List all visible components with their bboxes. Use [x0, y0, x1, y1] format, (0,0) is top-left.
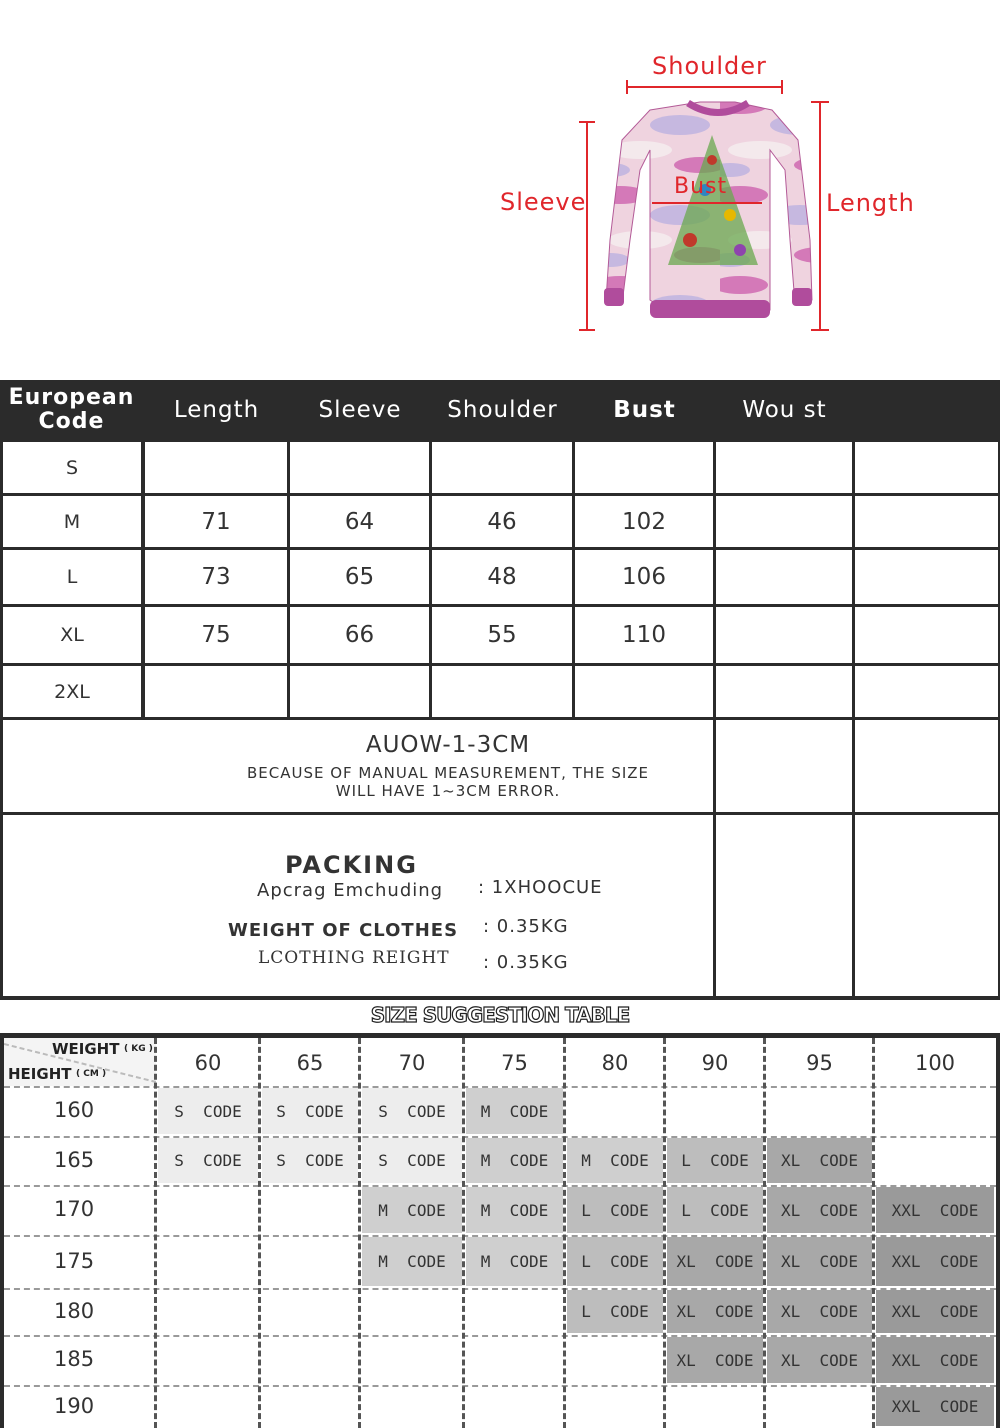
column-divider: [358, 1038, 361, 1428]
size-table: [0, 380, 1000, 1000]
value: 55: [487, 622, 517, 648]
size-code-cell: XL CODE: [767, 1138, 872, 1183]
corner-header: [4, 1038, 156, 1086]
size-label: XL: [60, 624, 84, 646]
packing-label-1: Apcrag Emchuding: [257, 880, 444, 901]
size-code-cell: XL CODE: [667, 1290, 763, 1333]
table-cell: [290, 607, 429, 663]
table-cell: [716, 442, 852, 493]
column-divider: [563, 1038, 566, 1428]
shoulder-label: Shoulder: [652, 52, 767, 80]
size-s-label: [3, 442, 141, 493]
packing-title: PACKING: [285, 851, 418, 879]
packing-label-2: WEIGHT OF CLOTHES: [228, 920, 459, 941]
column-divider: [872, 1038, 875, 1428]
suggestion-grid: [4, 1038, 996, 1428]
packing-value-2: : 0.35KG: [483, 916, 569, 937]
size-code-cell: XXL CODE: [876, 1237, 994, 1286]
size-code-cell: L CODE: [667, 1138, 763, 1183]
table-cell: [145, 442, 287, 493]
size-suggestion-table: [0, 1033, 1000, 1428]
size-2xl-label: [3, 666, 141, 717]
size-code-cell: XL CODE: [767, 1290, 872, 1333]
size-code-cell: S CODE: [362, 1138, 462, 1183]
weight-unit: ( KG ): [124, 1044, 153, 1054]
size-code-cell: M CODE: [466, 1187, 563, 1233]
height-label: HEIGHT: [8, 1065, 72, 1083]
table-cell: [145, 550, 287, 604]
table-cell: [855, 607, 998, 663]
weight-label: WEIGHT: [52, 1040, 120, 1058]
height-header: 160: [54, 1098, 95, 1122]
weight-header: 90: [701, 1051, 729, 1075]
size-code-cell: M CODE: [567, 1138, 663, 1183]
table-cell: [290, 666, 429, 717]
column-divider: [154, 1038, 157, 1428]
table-cell: [855, 815, 998, 996]
table-cell: [855, 442, 998, 493]
table-cell: [432, 607, 572, 663]
table-cell: [855, 496, 998, 547]
size-code-cell: L CODE: [567, 1290, 663, 1333]
table-cell: [432, 666, 572, 717]
note-line-2: WILL HAVE 1~3CM ERROR.: [335, 782, 561, 800]
size-code-cell: L CODE: [567, 1187, 663, 1233]
height-header: 170: [54, 1197, 95, 1221]
table-cell: [290, 550, 429, 604]
size-code-cell: XXL CODE: [876, 1290, 994, 1333]
table-cell: [432, 496, 572, 547]
size-code-cell: XL CODE: [767, 1237, 872, 1286]
size-label: S: [65, 456, 79, 479]
size-code-cell: L CODE: [567, 1237, 663, 1286]
size-diagram: [0, 0, 1000, 380]
packing-value-1: : 1XHOOCUE: [478, 877, 603, 898]
table-cell: [855, 720, 998, 812]
measurement-note: [3, 720, 713, 812]
size-label: M: [63, 510, 81, 533]
weight-header: 95: [806, 1051, 833, 1075]
value: 73: [201, 564, 231, 590]
size-label: L: [66, 566, 78, 588]
header-european-code: European Code: [0, 380, 143, 440]
table-cell: [716, 815, 852, 996]
table-cell: [716, 666, 852, 717]
size-code-cell: XL CODE: [767, 1187, 872, 1233]
weight-header: 65: [296, 1051, 324, 1075]
bust-label: Bust: [674, 174, 728, 199]
packing-value-3: : 0.35KG: [483, 952, 569, 973]
table-cell: [575, 442, 713, 493]
value: 46: [487, 508, 517, 535]
value: 106: [622, 564, 666, 590]
size-code-cell: M CODE: [466, 1138, 563, 1183]
table-cell: [575, 550, 713, 604]
value: 64: [344, 508, 375, 535]
weight-header: 75: [501, 1051, 528, 1075]
table-cell: [855, 550, 998, 604]
note-title: AUOW-1-3CM: [365, 732, 531, 758]
size-code-cell: XXL CODE: [876, 1387, 994, 1426]
table-cell: [575, 607, 713, 663]
table-cell: [716, 550, 852, 604]
value: 66: [344, 622, 375, 648]
weight-header: 100: [914, 1051, 956, 1075]
weight-header: 80: [601, 1051, 629, 1075]
value: 75: [201, 622, 231, 648]
size-label: 2XL: [54, 680, 90, 703]
packing-label-3: LCOTHING REIGHT: [258, 948, 450, 968]
table-cell: [855, 666, 998, 717]
column-divider: [763, 1038, 766, 1428]
value: 48: [487, 564, 517, 590]
table-cell: [575, 496, 713, 547]
row-divider: [4, 1385, 996, 1387]
size-code-cell: M CODE: [362, 1237, 462, 1286]
table-cell: [575, 666, 713, 717]
sleeve-label: Sleeve: [500, 188, 587, 216]
table-cell: [145, 607, 287, 663]
size-l-label: [3, 550, 141, 604]
suggestion-table-title: SIZE SUGGESTION TABLE: [370, 1003, 630, 1027]
size-code-cell: S CODE: [262, 1138, 358, 1183]
size-code-cell: XL CODE: [667, 1237, 763, 1286]
header-length: Length: [145, 380, 288, 440]
value: 71: [201, 508, 231, 535]
header-extra: [855, 380, 1000, 440]
table-cell: [716, 496, 852, 547]
size-code-cell: M CODE: [466, 1088, 563, 1134]
table-cell: [145, 666, 287, 717]
size-code-cell: S CODE: [158, 1138, 258, 1183]
table-cell: [716, 607, 852, 663]
size-code-cell: XL CODE: [767, 1337, 872, 1383]
height-unit: ( CM ): [76, 1069, 107, 1079]
weight-header: 70: [398, 1051, 426, 1075]
table-cell: [432, 550, 572, 604]
size-code-cell: S CODE: [362, 1088, 462, 1134]
table-cell: [290, 442, 429, 493]
table-cell: [145, 496, 287, 547]
size-m-label: [3, 496, 141, 547]
note-line-1: BECAUSE OF MANUAL MEASUREMENT, THE SIZE: [246, 764, 650, 782]
header-waist: Wou st: [716, 380, 853, 440]
size-code-cell: XXL CODE: [876, 1187, 994, 1233]
height-header: 165: [54, 1147, 95, 1172]
size-code-cell: M CODE: [362, 1187, 462, 1233]
table-cell: [290, 496, 429, 547]
size-code-cell: XL CODE: [667, 1337, 763, 1383]
column-divider: [258, 1038, 261, 1428]
size-code-cell: L CODE: [667, 1187, 763, 1233]
height-header: 190: [54, 1393, 95, 1418]
height-header: 175: [54, 1248, 95, 1273]
height-header: 185: [54, 1347, 95, 1371]
value: 102: [622, 508, 666, 535]
size-code-cell: S CODE: [262, 1088, 358, 1134]
packing-info: [3, 815, 713, 996]
size-code-cell: XXL CODE: [876, 1337, 994, 1383]
weight-header: 60: [194, 1051, 222, 1075]
header-sleeve: Sleeve: [290, 380, 430, 440]
table-cell: [716, 720, 852, 812]
value: 65: [344, 564, 375, 590]
size-xl-label: [3, 607, 141, 663]
size-code-cell: S CODE: [158, 1088, 258, 1134]
table-cell: [432, 442, 572, 493]
column-divider: [663, 1038, 666, 1428]
diagonal-divider: [4, 1038, 156, 1086]
length-label: Length: [826, 189, 915, 217]
value: 110: [622, 622, 666, 648]
size-code-cell: M CODE: [466, 1237, 563, 1286]
header-shoulder: Shoulder: [432, 380, 573, 440]
column-divider: [462, 1038, 465, 1428]
header-bust: Bust: [575, 380, 714, 440]
height-header: 180: [54, 1298, 95, 1323]
